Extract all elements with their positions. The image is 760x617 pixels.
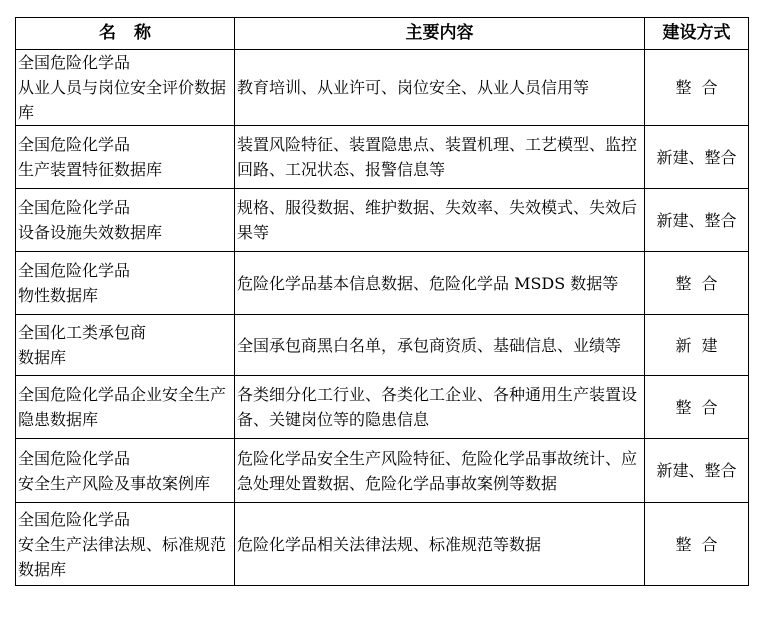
row-content-cell: 各类细分化工行业、各类化工企业、各种通用生产装置设备、关键岗位等的隐患信息 — [235, 376, 645, 439]
row-name-cell: 全国危险化学品 安全生产法律法规、标准规范数据库 — [16, 503, 235, 586]
row-name-cell: 全国危险化学品 设备设施失效数据库 — [16, 189, 235, 252]
row-name-cell: 全国危险化学品 生产装置特征数据库 — [16, 126, 235, 189]
row-content-cell: 全国承包商黑白名单，承包商资质、基础信息、业绩等 — [235, 315, 645, 376]
table-header-row — [16, 18, 749, 50]
row-content-cell: 教育培训、从业许可、岗位安全、从业人员信用等 — [235, 50, 645, 126]
header-content: 主要内容 — [235, 18, 645, 50]
row-method-cell: 新建、整合 — [645, 189, 749, 252]
row-name-cell: 全国危险化学品 安全生产风险及事故案例库 — [16, 439, 235, 503]
table-row — [16, 503, 749, 586]
row-name-cell: 全国危险化学品 物性数据库 — [16, 252, 235, 315]
row-name-cell: 全国化工类承包商 数据库 — [16, 315, 235, 376]
header-method: 建设方式 — [645, 18, 749, 50]
row-content-cell: 危险化学品安全生产风险特征、危险化学品事故统计、应急处理处置数据、危险化学品事故案例等数据 — [235, 439, 645, 503]
row-content-cell: 规格、服役数据、维护数据、失效率、失效模式、失效后果等 — [235, 189, 645, 252]
row-method-cell: 整合 — [645, 50, 749, 126]
table-row — [16, 126, 749, 189]
row-method-cell: 新建 — [645, 315, 749, 376]
row-method-cell: 整合 — [645, 252, 749, 315]
table-row — [16, 315, 749, 376]
row-content-cell: 危险化学品基本信息数据、危险化学品 MSDS 数据等 — [235, 252, 645, 315]
row-method-cell: 整合 — [645, 503, 749, 586]
document-table-container — [15, 17, 749, 586]
row-content-cell: 危险化学品相关法律法规、标准规范等数据 — [235, 503, 645, 586]
row-content-cell: 装置风险特征、装置隐患点、装置机理、工艺模型、监控回路、工况状态、报警信息等 — [235, 126, 645, 189]
row-method-cell: 新建、整合 — [645, 126, 749, 189]
table-row — [16, 376, 749, 439]
database-table — [15, 17, 749, 586]
row-method-cell: 整合 — [645, 376, 749, 439]
header-name: 名称 — [16, 18, 235, 50]
table-row — [16, 252, 749, 315]
row-name-cell: 全国危险化学品企业安全生产隐患数据库 — [16, 376, 235, 439]
row-name-cell: 全国危险化学品 从业人员与岗位安全评价数据库 — [16, 50, 235, 126]
table-row — [16, 189, 749, 252]
table-row — [16, 50, 749, 126]
row-method-cell: 新建、整合 — [645, 439, 749, 503]
table-row — [16, 439, 749, 503]
